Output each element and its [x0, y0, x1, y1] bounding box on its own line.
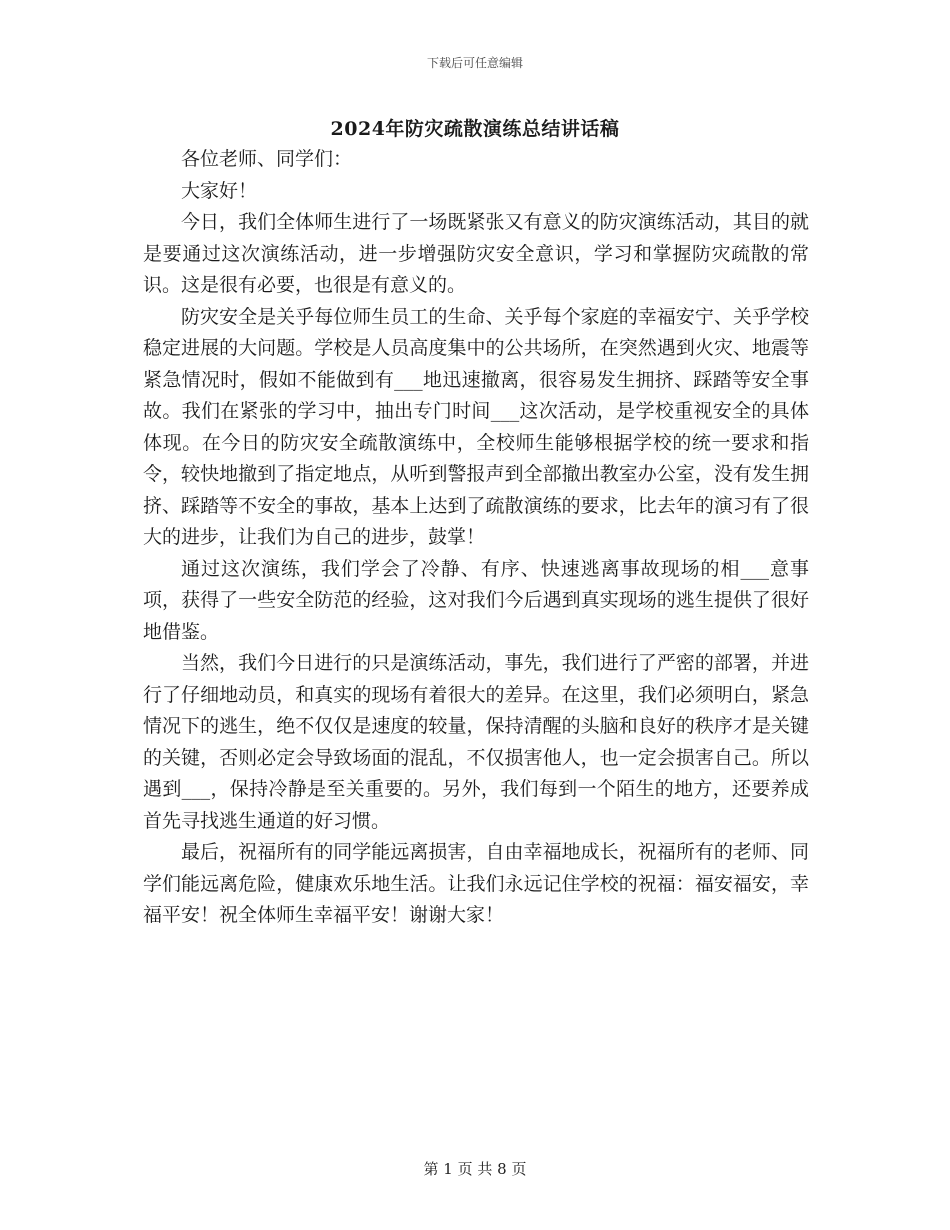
- paragraph-closing: 最后，祝福所有的同学能远离损害，自由幸福地成长，祝福所有的老师、同学们能远离危险，健康欢乐地生活。让我们永远记住学校的祝福：福安福安，幸福平安！祝全体师生幸福平安！谢谢大家！: [143, 841, 809, 926]
- paragraph-reflection: 当然，我们今日进行的只是演练活动，事先，我们进行了严密的部署，并进行了仔细地动员，和真实的现场有着很大的差异。在这里，我们必须明白，紧急情况下的逃生，绝不仅仅是速度的较量，保持清醒的头脑和良好的秩序才是关键的关键，否则必定会导致场面的混乱，不仅损害他人，也一定会损害自己。所以遇到___，保持冷静是至关重要的。另外，我们每到一个陌生的地方，还要养成首先寻找逃生通道的好习惯。: [143, 652, 809, 832]
- paragraph-safety: 防灾安全是关乎每位师生员工的生命、关乎每个家庭的幸福安宁、关乎学校稳定进展的大问题。学校是人员高度集中的公共场所，在突然遇到火灾、地震等紧急情况时，假如不能做到有___地迅速撤离，很容易发生拥挤、踩踏等安全事故。我们在紧张的学习中，抽出专门时间___这次活动，是学校重视安全的具体体现。在今日的防灾安全疏散演练中，全校师生能够根据学校的统一要求和指令，较快地撤到了指定地点，从听到警报声到全部撤出教室办公室，没有发生拥挤、踩踏等不安全的事故，基本上达到了疏散演练的要求，比去年的演习有了很大的进步，让我们为自己的进步，鼓掌！: [143, 305, 809, 548]
- page-header-note: 下载后可任意编辑: [426, 56, 523, 70]
- paragraph-greeting: 各位老师、同学们：: [181, 148, 353, 170]
- page-number: 第 1 页 共 8 页: [423, 1160, 527, 1178]
- document-body: [143, 144, 809, 932]
- paragraph-intro: 今日，我们全体师生进行了一场既紧张又有意义的防灾演练活动，其目的就是要通过这次演练活动，进一步增强防灾安全意识，学习和掌握防灾疏散的常识。这是很有必要，也很是有意义的。: [143, 211, 809, 296]
- paragraph-lessons: 通过这次演练，我们学会了冷静、有序、快速逃离事故现场的相___意事项，获得了一些安全防范的经验，这对我们今后遇到真实现场的逃生提供了很好地借鉴。: [143, 557, 809, 643]
- paragraph-hello: 大家好！: [181, 179, 258, 202]
- document-title: 2024年防灾疏散演练总结讲话稿: [330, 118, 620, 140]
